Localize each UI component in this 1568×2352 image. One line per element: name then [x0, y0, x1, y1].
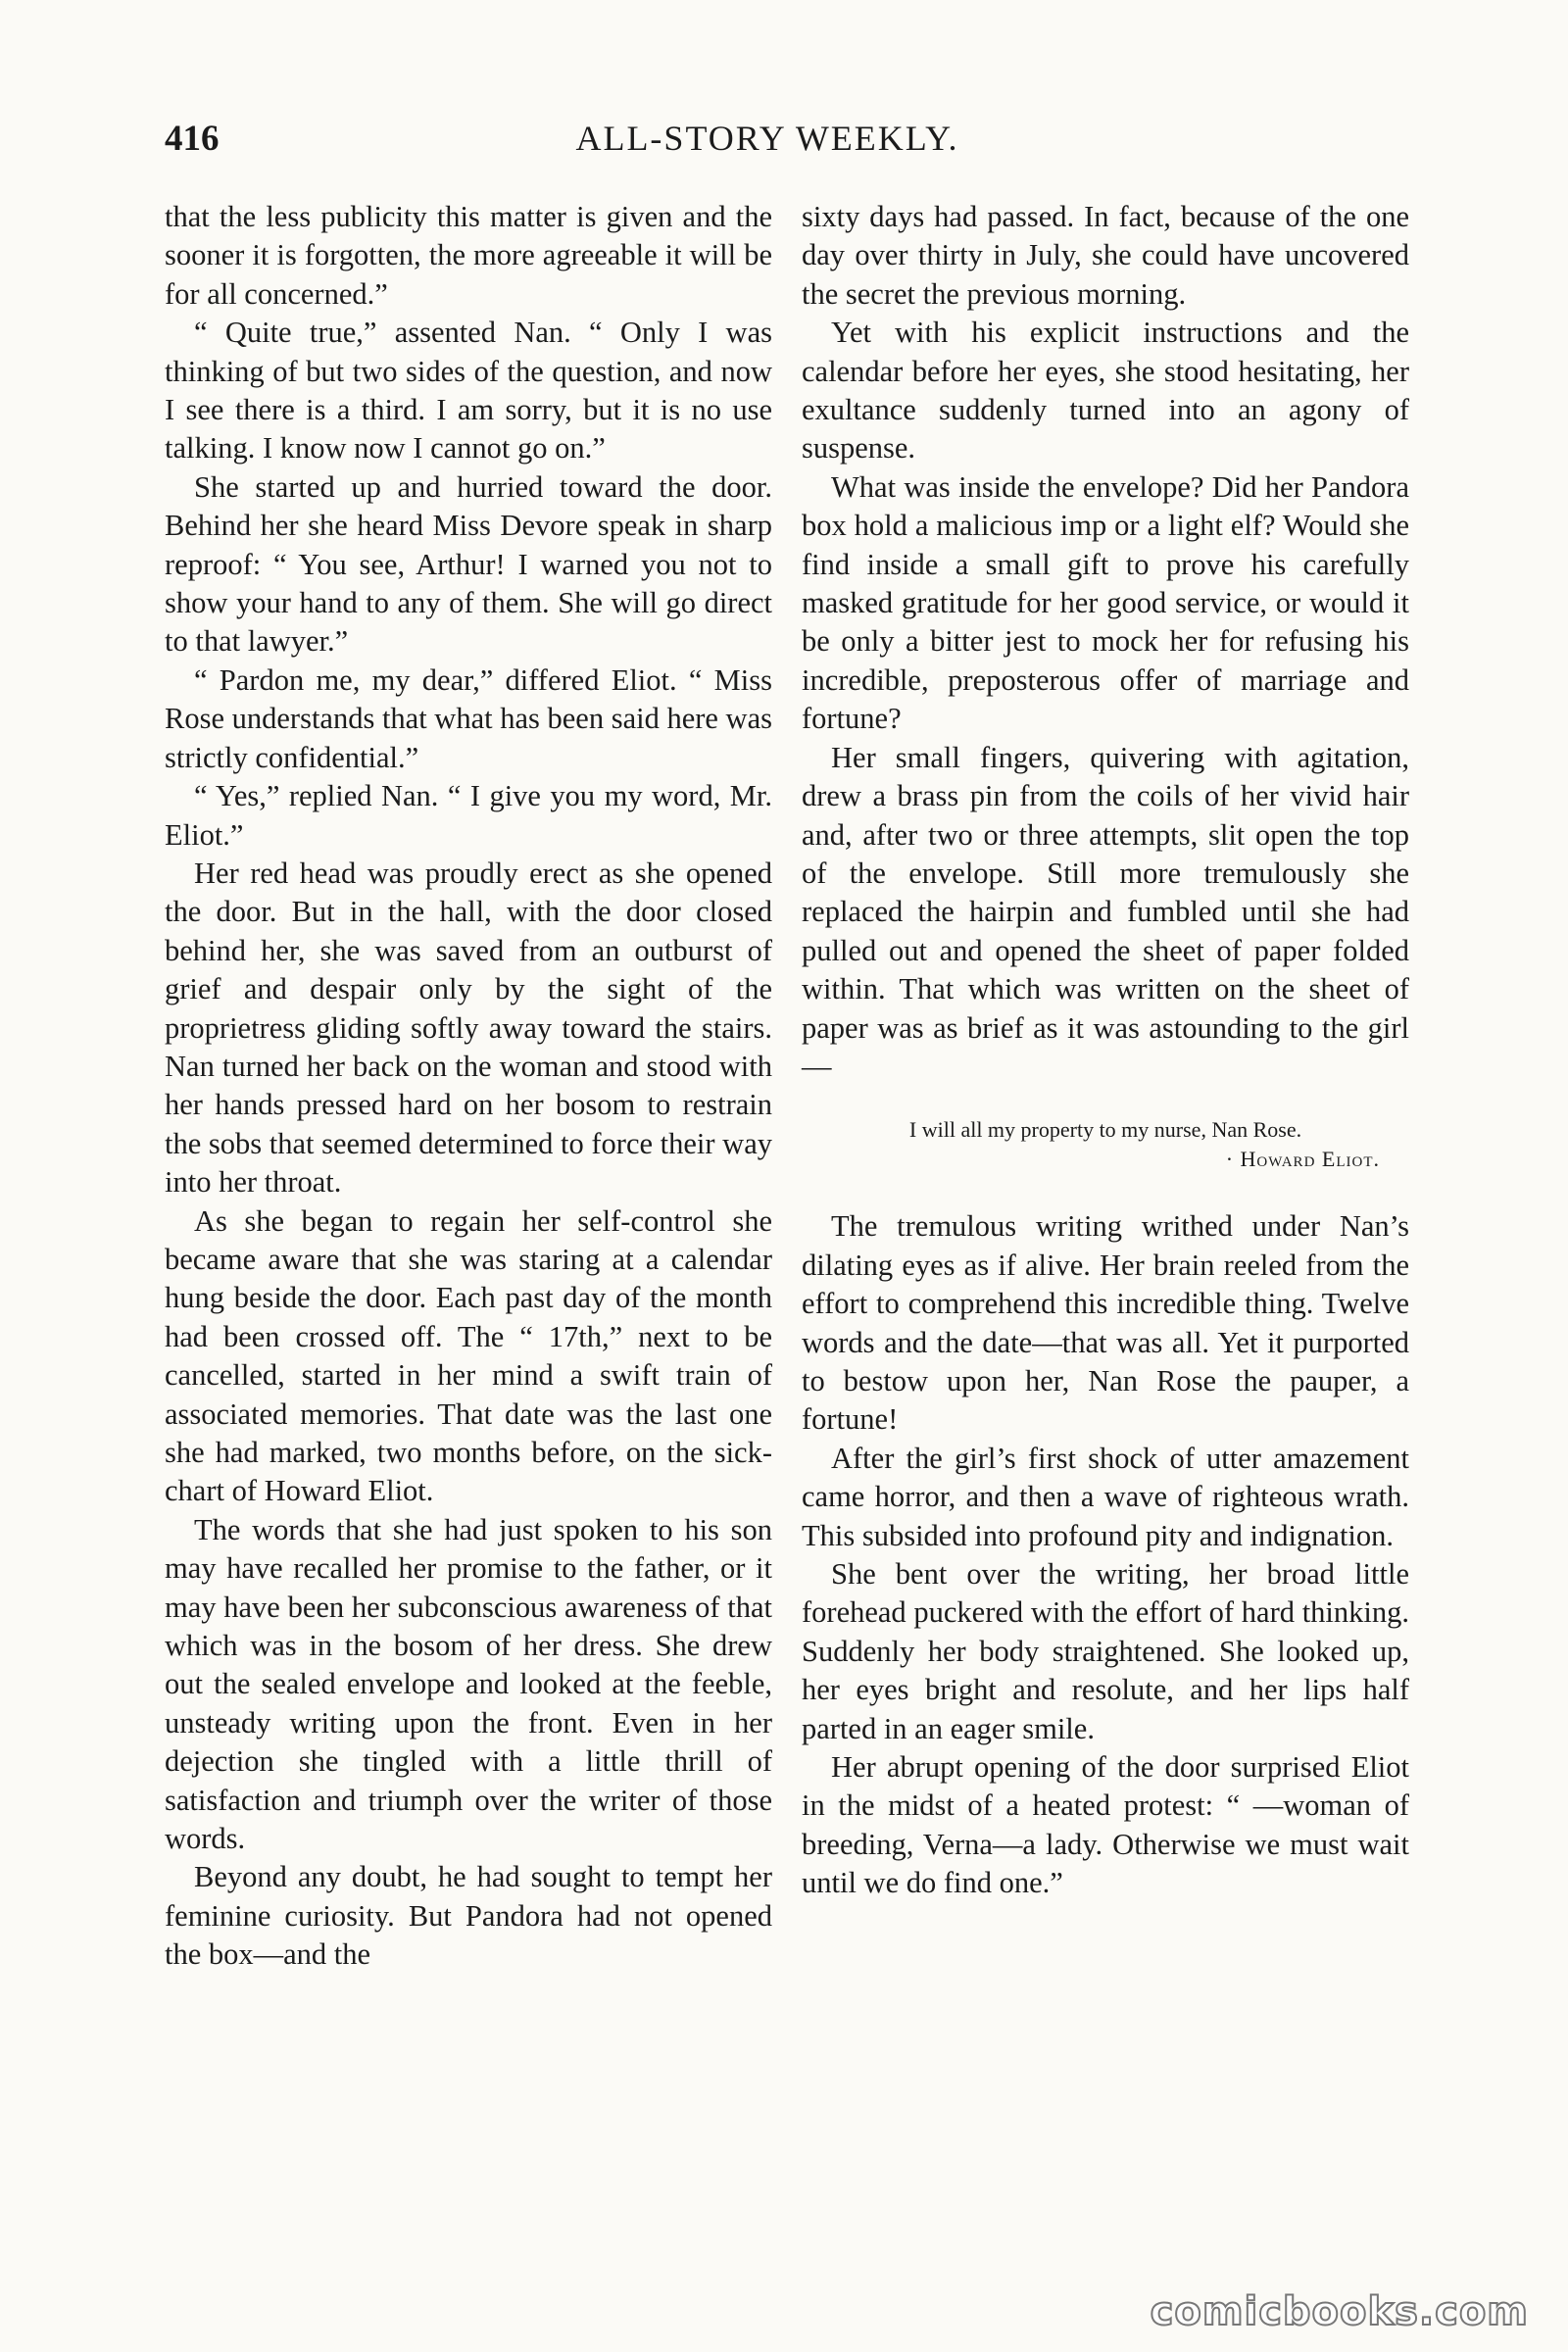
- page-header: [165, 118, 1370, 176]
- paragraph: As she began to regain her self-control she became aware that she was staring at a calendar hung beside the door. Each past day of the month had been crossed off. The “ 17th,” next to be cancelled, started in her mind a swift train of associated memories. That date was the last one she had marked, two months before, on the sick-chart of Howard Eliot.: [165, 1203, 772, 1508]
- will-note-signature: · Howard Eliot.: [1225, 1147, 1380, 1172]
- paragraph: Yet with his explicit instructions and the calendar before her eyes, she stood hesitating, her exultance suddenly turned into an agony of suspense.: [802, 316, 1409, 466]
- left-column: [165, 198, 772, 1975]
- paragraph: The tremulous writing writhed under Nan’s dilating eyes as if alive. Her brain reeled from the effort to comprehend this incredible thing. Twelve words and the date—that was all. Yet it purported to bestow upon her, Nan Rose the pauper, a fortune!: [802, 1209, 1409, 1437]
- paragraph: “ Quite true,” assented Nan. “ Only I was thinking of but two sides of the question, and now I see there is a third. I am sorry, but it is no use talking. I know now I cannot go on.”: [165, 316, 772, 466]
- paragraph: that the less publicity this matter is given and the sooner it is forgotten, the more agreeable it will be for all concerned.”: [165, 200, 772, 311]
- paragraph: After the girl’s first shock of utter amazement came horror, and then a wave of righteous wrath. This subsided into profound pity and indignation.: [802, 1441, 1409, 1552]
- paragraph: Beyond any doubt, he had sought to tempt her feminine curiosity. But Pandora had not opened the box—and the: [165, 1860, 772, 1972]
- paragraph: sixty days had passed. In fact, because of the one day over thirty in July, she could have uncovered the secret the previous morning.: [802, 200, 1409, 311]
- paragraph: What was inside the envelope? Did her Pandora box hold a malicious imp or a light elf? Would she find inside a small gift to prove his carefully masked gratitude for her good service, or would it be only a bitter jest to mock her for refusing his incredible, preposterous offer of marriage and fortune?: [802, 469, 1409, 736]
- right-column: [802, 198, 1409, 1903]
- journal-title: ALL-STORY WEEKLY.: [575, 119, 959, 158]
- page-number: 416: [165, 119, 220, 159]
- paragraph: The words that she had just spoken to his son may have recalled her promise to the father, or it may have been her subconscious awareness of that which was in the bosom of her dress. She drew out the sealed envelope and looked at the feeble, unsteady writing upon the front. Even in her dejection she tingled with a little thrill of satisfaction and triumph over the writer of those words.: [165, 1512, 772, 1856]
- will-note-text: I will all my property to my nurse, Nan Rose.: [908, 1117, 1302, 1143]
- watermark: comicbooks.com: [1150, 2289, 1529, 2334]
- paragraph: She started up and hurried toward the door. Behind her she heard Miss Devore speak in sharp reproof: “ You see, Arthur! I warned you not to show your hand to any of them. She will go direct to that lawyer.”: [165, 469, 772, 659]
- paragraph: Her small fingers, quivering with agitation, drew a brass pin from the coils of her vivid hair and, after two or three attempts, slit open the top of the envelope. Still more tremulously she replaced the hairpin and fumbled until she had pulled out and opened the sheet of paper folded within. That which was written on the sheet of paper was as brief as it was astounding to the girl—: [802, 740, 1409, 1083]
- paragraph: She bent over the writing, her broad little forehead puckered with the effort of hard thinking. Suddenly her body straightened. She looked up, her eyes bright and resolute, and her lips half parted in an eager smile.: [802, 1557, 1409, 1745]
- paragraph: Her abrupt opening of the door surprised Eliot in the midst of a heated protest: “ —woman of breeding, Verna—a lady. Otherwise we must wait until we do find one.”: [802, 1750, 1409, 1900]
- paragraph: Her red head was proudly erect as she opened the door. But in the hall, with the door closed behind her, she was saved from an outburst of grief and despair only by the sight of the proprietress gliding softly away toward the stairs. Nan turned her back on the woman and stood with her hands pressed hard on her bosom to restrain the sobs that seemed determined to force their way into her throat.: [165, 856, 772, 1200]
- paragraph: “ Pardon me, my dear,” differed Eliot. “ Miss Rose understands that what has been said here was strictly confidential.”: [165, 662, 772, 774]
- will-note: [802, 1115, 1409, 1174]
- paragraph: “ Yes,” replied Nan. “ I give you my word, Mr. Eliot.”: [165, 779, 772, 852]
